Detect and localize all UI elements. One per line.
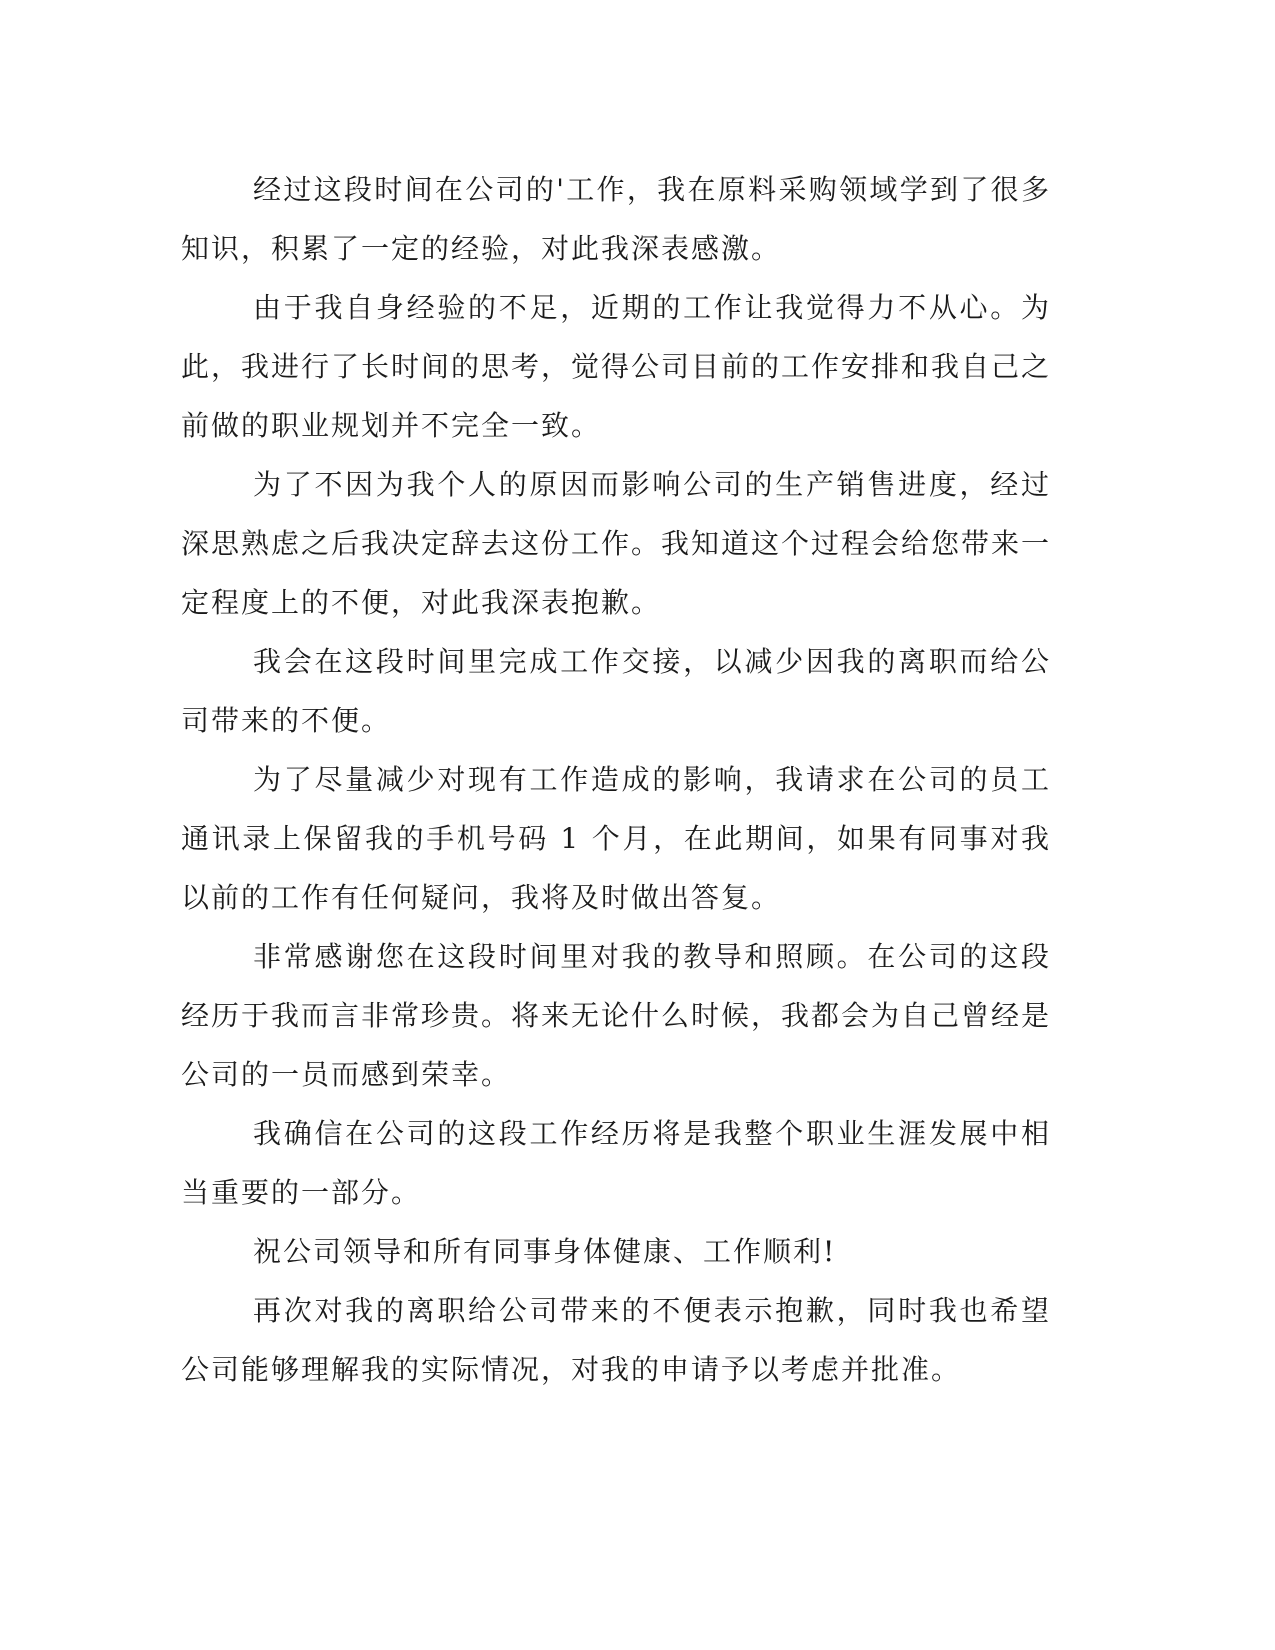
paragraph: 为了不因为我个人的原因而影响公司的生产销售进度，经过深思熟虑之后我决定辞去这份工作。我知道这个过程会给您带来一定程度上的不便，对此我深表抱歉。: [181, 468, 1052, 619]
paragraph: 我确信在公司的这段工作经历将是我整个职业生涯发展中相当重要的一部分。: [181, 1117, 1051, 1209]
document-body: [181, 160, 1051, 1399]
paragraph: 经过这段时间在公司的'工作，我在原料采购领域学到了很多知识，积累了一定的经验，对此我深表感激。: [181, 173, 1051, 265]
paragraph: 非常感谢您在这段时间里对我的教导和照顾。在公司的这段经历于我而言非常珍贵。将来无论什么时候，我都会为自己曾经是公司的一员而感到荣幸。: [181, 940, 1052, 1091]
paragraph: 我会在这段时间里完成工作交接，以减少因我的离职而给公司带来的不便。: [181, 645, 1051, 737]
paragraph: 由于我自身经验的不足，近期的工作让我觉得力不从心。为此，我进行了长时间的思考，觉得公司目前的工作安排和我自己之前做的职业规划并不完全一致。: [181, 291, 1052, 442]
paragraph: 为了尽量减少对现有工作造成的影响，我请求在公司的员工通讯录上保留我的手机号码 1 个月，在此期间，如果有同事对我以前的工作有任何疑问，我将及时做出答复。: [181, 763, 1051, 914]
paragraph: 再次对我的离职给公司带来的不便表示抱歉，同时我也希望公司能够理解我的实际情况，对我的申请予以考虑并批准。: [181, 1294, 1051, 1386]
paragraph: 祝公司领导和所有同事身体健康、工作顺利!: [253, 1235, 837, 1268]
